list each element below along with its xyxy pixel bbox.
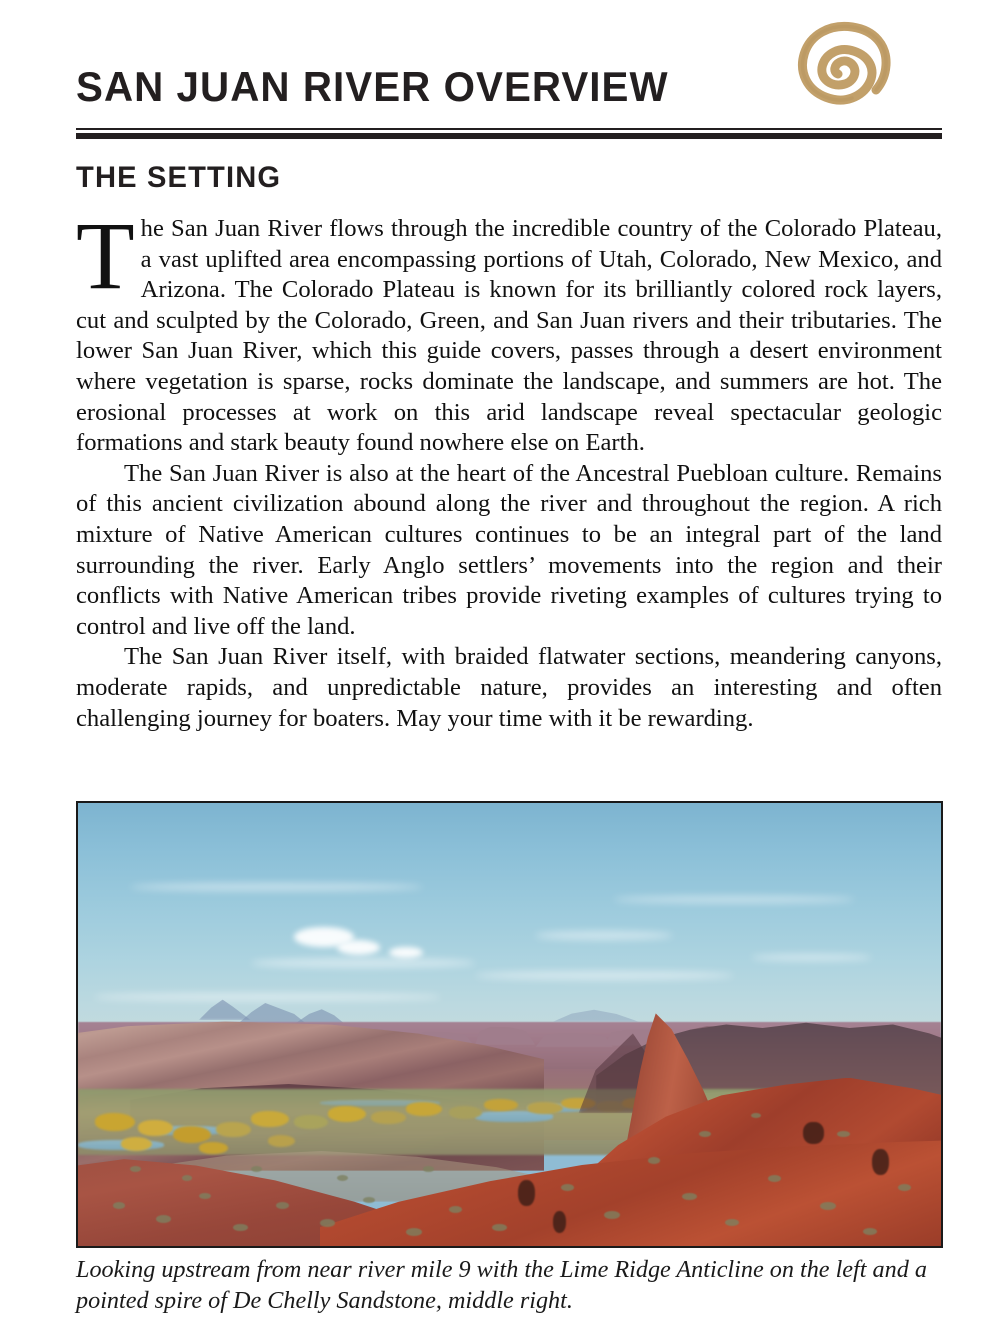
rock-crevice <box>872 1149 889 1176</box>
paragraph-1 <box>76 202 942 459</box>
cottonwood-tree <box>216 1122 251 1137</box>
cottonwood-tree <box>121 1137 152 1150</box>
rock-crevice <box>803 1122 824 1144</box>
cottonwood-tree <box>449 1106 482 1118</box>
cloud-wisp <box>130 883 423 891</box>
cottonwood-tree <box>251 1111 289 1127</box>
sage-bush <box>648 1157 660 1164</box>
divider-rule-thick <box>76 133 942 139</box>
sage-bush <box>363 1197 375 1203</box>
cottonwood-tree <box>138 1120 173 1136</box>
title-divider-rules <box>76 128 942 139</box>
landscape-photograph <box>76 801 943 1248</box>
sage-bush <box>768 1175 781 1182</box>
figure-caption: Looking upstream from near river mile 9 with the Lime Ridge Anticline on the left and a pointed spire of De Chelly Sandstone, middle right. <box>76 1256 927 1314</box>
sage-bush <box>182 1175 192 1181</box>
cottonwood-tree <box>95 1113 135 1131</box>
paragraph-2: The San Juan River is also at the heart of the Ancestral Puebloan culture. Remains of this ancient civilization abound along the river and throughout the region. A rich mixture of Native American cultures continues to be an integral part of the land surrounding the river. Early Anglo settlers’ movements into the region and their conflicts with Native American tribes provide riveting examples of cultures trying to control and live off the land. <box>76 459 942 640</box>
sage-bush <box>130 1166 141 1172</box>
cottonwood-tree <box>268 1135 296 1147</box>
sage-bush <box>251 1166 262 1172</box>
page-header <box>76 8 942 138</box>
cottonwood-tree <box>173 1126 211 1143</box>
sage-bush <box>820 1202 836 1210</box>
sage-bush <box>837 1131 849 1137</box>
cottonwood-tree <box>328 1106 366 1121</box>
cottonwood-tree <box>371 1111 406 1124</box>
sage-bush <box>898 1184 911 1191</box>
cloud-wisp <box>95 993 440 1000</box>
sage-bush <box>561 1184 574 1191</box>
sage-bush <box>113 1202 126 1209</box>
body-copy <box>76 202 942 734</box>
sage-bush <box>156 1215 172 1223</box>
spiral-petroglyph-logo <box>792 14 900 116</box>
paragraph-3: The San Juan River itself, with braided flatwater sections, meandering canyons, moderate rapids, and unpredictable nature, provides an interesting and often challenging journey for boaters. May your time with it be rewarding. <box>76 643 942 732</box>
paragraph-1-text: he San Juan River flows through the incredible country of the Colorado Plateau, a vast uplifted area encompassing portions of Utah, Colorado, New Mexico, and Arizona. The Colorado Plateau is known for its brilliantly colored rock layers, cut and sculpted by the Colorado, Green, and San Juan rivers and their tributaries. The lower San Juan River, which this guide covers, passes through a desert environment where vegetation is sparse, rocks dominate the landscape, and summers are hot. The erosional processes at work on this arid landscape reveal spectacular geologic formations and stark beauty found nowhere else on Earth. <box>76 215 942 457</box>
rock-crevice <box>518 1180 535 1207</box>
section-heading: THE SETTING <box>76 161 282 194</box>
sage-bush <box>699 1131 710 1137</box>
sage-bush <box>423 1166 433 1171</box>
sage-bush <box>604 1211 620 1219</box>
page-title: SAN JUAN RIVER OVERVIEW <box>76 63 669 110</box>
photo-canvas <box>78 803 941 1246</box>
sage-bush <box>337 1175 348 1181</box>
rock-crevice <box>553 1211 567 1233</box>
sage-bush <box>276 1202 289 1209</box>
cloud-wisp <box>251 958 475 968</box>
cloud-wisp <box>751 954 872 961</box>
drop-cap: T <box>76 202 135 309</box>
